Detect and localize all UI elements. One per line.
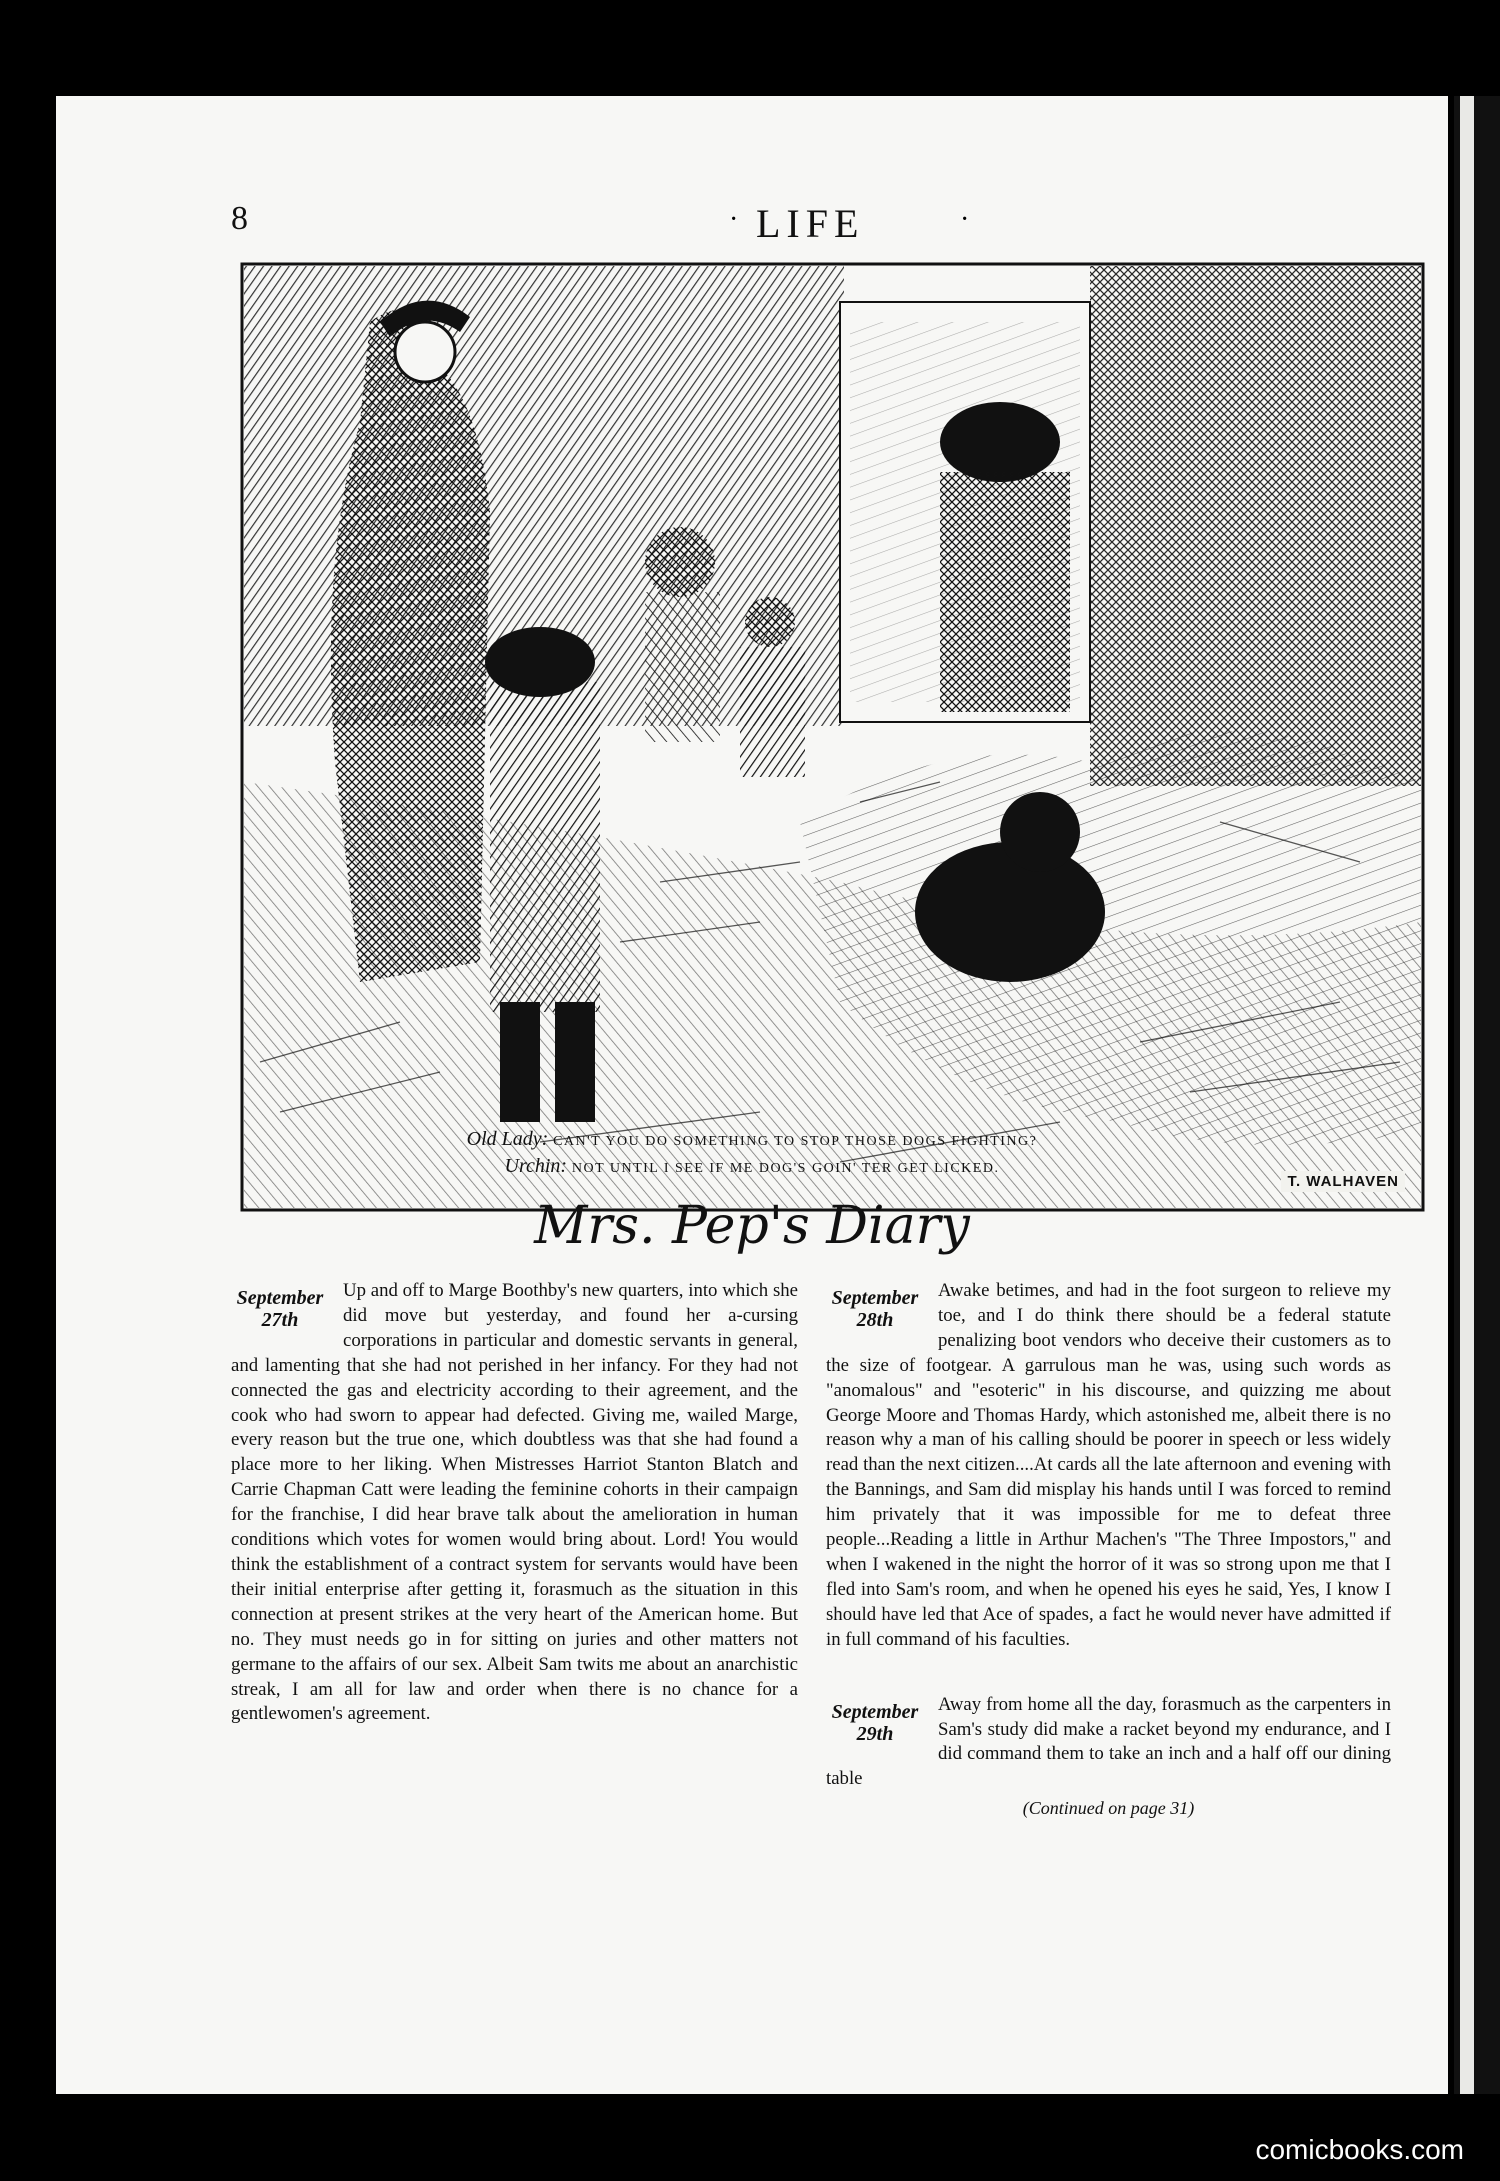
diary-entry [826, 1693, 1391, 1793]
entry-date [826, 1701, 924, 1745]
continued-notice [826, 1796, 1391, 1821]
entry-date [231, 1287, 329, 1331]
caption-speaker-2: Urchin: [504, 1155, 568, 1177]
facing-page-edge [1454, 96, 1500, 2094]
caption-text-1: CAN'T YOU DO SOMETHING TO STOP THOSE DOGS FIGHTING? [553, 1134, 1038, 1149]
urchin-figure [490, 682, 600, 1012]
continued-suffix: ) [1188, 1798, 1195, 1819]
cartoon-drawing [240, 262, 1425, 1212]
site-watermark: comicbooks.com [1255, 2134, 1464, 2165]
caption-speaker-1: Old Lady: [466, 1128, 549, 1150]
man-hat [940, 402, 1060, 482]
entry-month: September [236, 1287, 324, 1309]
caption-line-2 [56, 1155, 1448, 1178]
text-column-right [826, 1279, 1391, 1821]
entry-month: September [831, 1287, 919, 1309]
diary-entry [826, 1279, 1391, 1653]
right-wall [1090, 266, 1421, 786]
entry-day: 29th [856, 1722, 894, 1745]
text-column-left [231, 1279, 798, 1727]
caption-line-1 [56, 1128, 1448, 1151]
entry-date [826, 1287, 924, 1331]
masthead-dot-left: · [729, 204, 739, 235]
cartoon-illustration [240, 262, 1425, 1212]
artist-signature: T. WALHAVEN [1281, 1171, 1405, 1192]
diary-entry [231, 1279, 798, 1727]
entry-text: Away from home all the day, forasmuch as the carpenters in Sam's study did make a racket beyond my endurance, and I did command them to take an inch and a half off our dining table [826, 1693, 1391, 1790]
entry-text: Awake betimes, and had in the foot surgeon to relieve my toe, and I do think there should be a federal statute penalizing boot vendors who deceive their customers as to the size of footgear. A garrulous man he was, using such words as "anomalous" and "esoteric" in his discourse, and quizzing me about George Moore and Thomas Hardy, which astonished me, albeit there is no reason why a man of his calling should be poorer in speech or less widely read than the next citizen....At cards all the late afternoon and evening with the Bannings, and Sam did misplay his hands until I was forced to remind him privately that it was impossible for me to defeat three people...Reading a little in Arthur Machen's "The Three Impostors," and when I wakened in the night the horror of it was so strong upon me that I fled into Sam's room, and when he opened his eyes he said, Yes, I know I should have led that Ace of spades, a fact he would never have admitted if in full command of his faculties. [826, 1280, 1391, 1650]
magazine-page [56, 96, 1448, 2094]
fighting-dog [915, 842, 1105, 982]
masthead-dot-right: · [960, 204, 970, 235]
child-one [645, 527, 715, 597]
child-two [745, 597, 795, 647]
background-man [940, 472, 1070, 712]
caption-text-2: NOT UNTIL I SEE IF ME DOG'S GOIN' TER GET LICKED. [571, 1161, 1000, 1176]
continued-page-number: 31 [1170, 1798, 1189, 1819]
entry-day: 28th [856, 1309, 894, 1331]
diary-title: Mrs. Pep's Diary [534, 1196, 970, 1256]
page-number: 8 [231, 200, 248, 237]
entry-text: Up and off to Marge Boothby's new quarters, into which she did move but yesterday, and found her a-cursing corporations in particular and domestic servants in general, and lamenting that she had not perished in her infancy. For they had not connected the gas and electricity according to their agreement, and the cook who had sworn to appear had defected. Giving me, wailed Marge, every reason but the true one, which doubtless was that she had found a place more to her liking. When Mistresses Harriot Stanton Blatch and Carrie Chapman Catt were leading the feminine cohorts in their campaign for the franchise, I did hear brave talk about the amelioration in human conditions which votes for women would bring about. Lord! You would think the establishment of a contract system for servants would have been their initial enterprise after getting it, forasmuch as the situation in this connection at present strikes at the very heart of the American home. But no. They must needs go in for sitting on juries and other matters not germane to the affairs of our sex. Albeit Sam twits me about an anarchistic streak, I am all for law and order when there is no chance for a gentlewomen's agreement. [231, 1280, 798, 1725]
entry-month: September [831, 1700, 919, 1723]
continued-prefix: (Continued on page [1022, 1798, 1166, 1819]
entry-day: 27th [261, 1309, 299, 1331]
page-header [56, 200, 1448, 250]
masthead-title: LIFE [756, 201, 865, 246]
